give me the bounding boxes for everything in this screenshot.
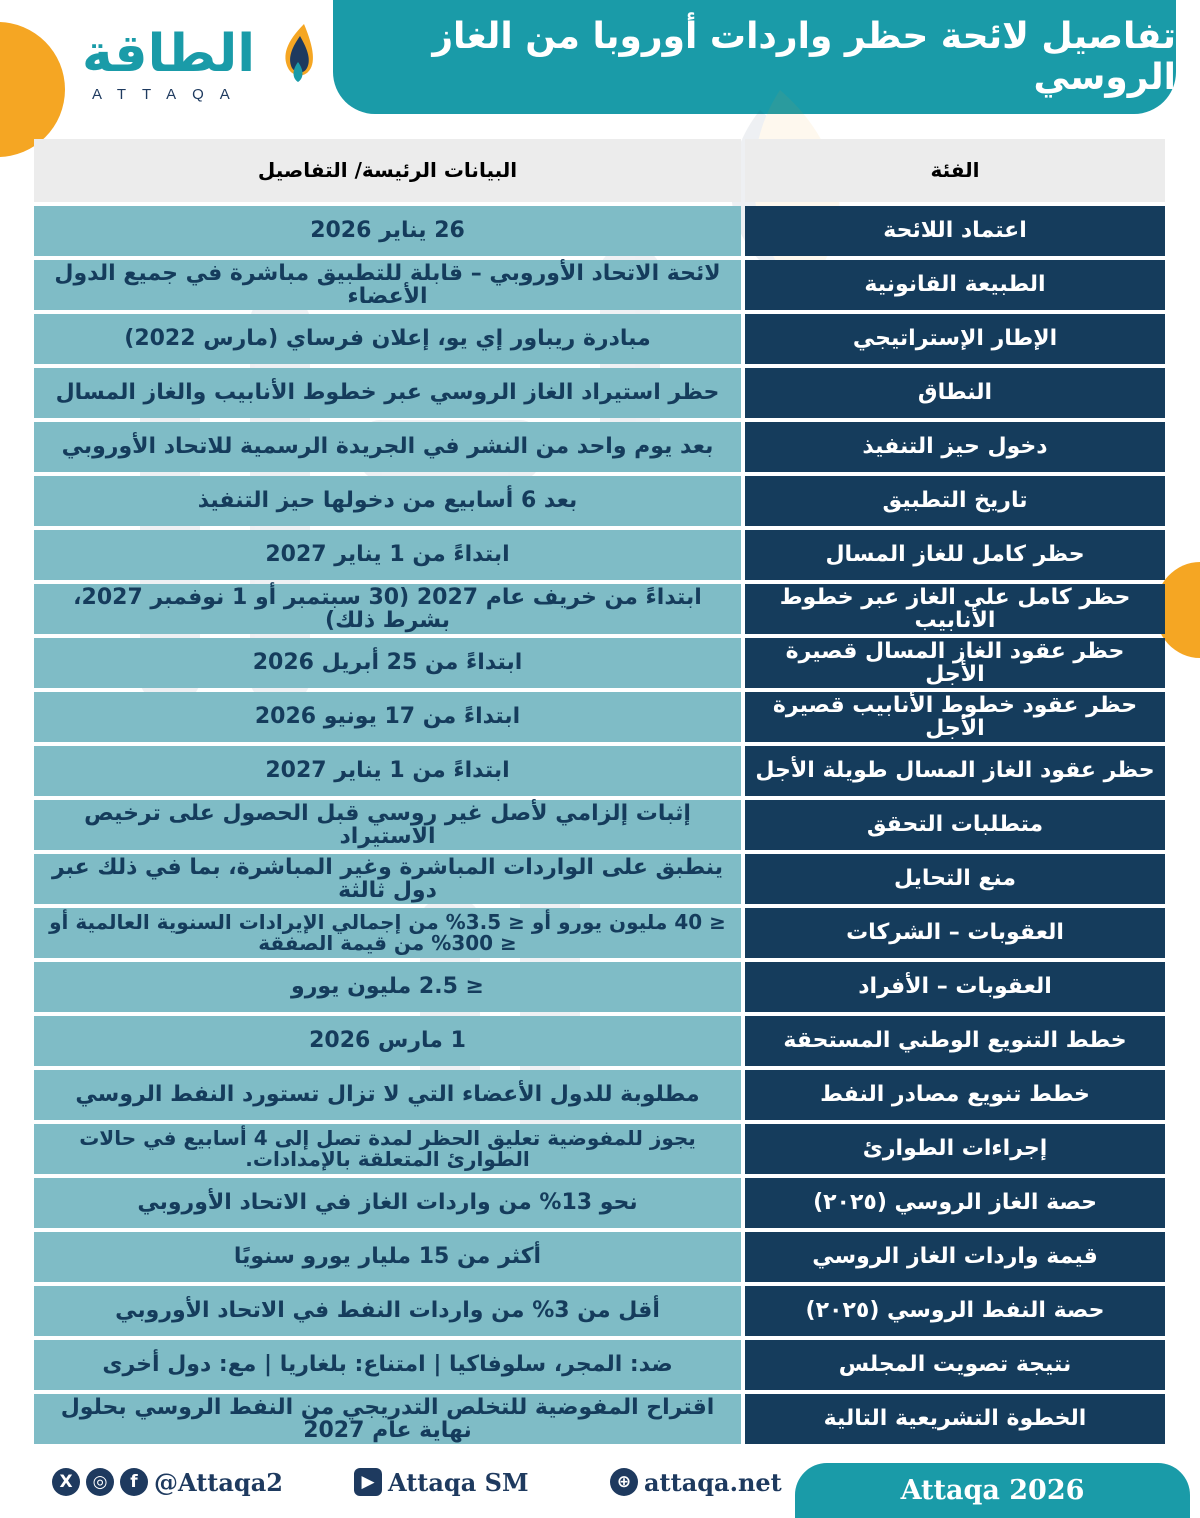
detail-cell: يجوز للمفوضية تعليق الحظر لمدة تصل إلى 4 أسابيع في حالات الطوارئ المتعلقة بالإمدادات. — [34, 1124, 741, 1174]
table-row — [30, 314, 1165, 364]
detail-cell: لائحة الاتحاد الأوروبي – قابلة للتطبيق مباشرة في جميع الدول الأعضاء — [34, 260, 741, 310]
detail-cell: أكثر من 15 مليار يورو سنويًا — [34, 1232, 741, 1282]
table-row — [30, 1340, 1165, 1390]
detail-cell: ≤ 40 مليون يورو أو ≤ 3.5% من إجمالي الإيرادات السنوية العالمية أو ≤ 300% من قيمة الصفقة — [34, 908, 741, 958]
category-cell: العقوبات – الشركات — [745, 908, 1165, 958]
youtube-link — [354, 1462, 529, 1502]
table-row — [30, 638, 1165, 688]
table-row — [30, 962, 1165, 1012]
table-row — [30, 746, 1165, 796]
table-header-row — [30, 139, 1165, 202]
category-cell: العقوبات – الأفراد — [745, 962, 1165, 1012]
category-cell: تاريخ التطبيق — [745, 476, 1165, 526]
detail-cell: إثبات إلزامي لأصل غير روسي قبل الحصول على ترخيص الاستيراد — [34, 800, 741, 850]
table-row — [30, 1016, 1165, 1066]
detail-cell: 26 يناير 2026 — [34, 206, 741, 256]
table-row — [30, 422, 1165, 472]
category-cell: حظر كامل على الغاز عبر خطوط الأنابيب — [745, 584, 1165, 634]
footer-badge-text: Attaqa 2026 — [900, 1475, 1085, 1506]
detail-cell: ابتداءً من 1 يناير 2027 — [34, 530, 741, 580]
category-cell: متطلبات التحقق — [745, 800, 1165, 850]
detail-cell: ابتداءً من خريف عام 2027 (30 سبتمبر أو 1 نوفمبر 2027، بشرط ذلك) — [34, 584, 741, 634]
detail-cell: أقل من 3% من واردات النفط في الاتحاد الأوروبي — [34, 1286, 741, 1336]
youtube-icon[interactable]: ▶ — [354, 1468, 382, 1496]
column-header-details: البيانات الرئيسة/ التفاصيل — [34, 139, 741, 202]
flame-drop-icon — [274, 22, 322, 92]
table-row — [30, 908, 1165, 958]
detail-cell: ابتداءً من 25 أبريل 2026 — [34, 638, 741, 688]
detail-cell: بعد 6 أسابيع من دخولها حيز التنفيذ — [34, 476, 741, 526]
table-row — [30, 530, 1165, 580]
category-cell: حظر عقود الغاز المسال طويلة الأجل — [745, 746, 1165, 796]
category-cell: النطاق — [745, 368, 1165, 418]
table-row — [30, 692, 1165, 742]
facebook-icon[interactable]: f — [120, 1468, 148, 1496]
category-cell: خطط التنويع الوطني المستحقة — [745, 1016, 1165, 1066]
title-banner — [333, 0, 1176, 114]
table-row — [30, 476, 1165, 526]
logo-arabic-text: الطاقة — [82, 24, 256, 84]
detail-cell: ينطبق على الواردات المباشرة وغير المباشرة، بما في ذلك عبر دول ثالثة — [34, 854, 741, 904]
table-row — [30, 854, 1165, 904]
website-link — [610, 1462, 782, 1502]
detail-cell: ≤ 2.5 مليون يورو — [34, 962, 741, 1012]
category-cell: حصة النفط الروسي (٢٠٢٥) — [745, 1286, 1165, 1336]
table-row — [30, 206, 1165, 256]
category-cell: اعتماد اللائحة — [745, 206, 1165, 256]
category-cell: حظر كامل للغاز المسال — [745, 530, 1165, 580]
table-row — [30, 1232, 1165, 1282]
social-handle[interactable]: @Attaqa2 — [154, 1467, 283, 1497]
table-row — [30, 584, 1165, 634]
category-cell: الإطار الإستراتيجي — [745, 314, 1165, 364]
category-cell: دخول حيز التنفيذ — [745, 422, 1165, 472]
table-row — [30, 800, 1165, 850]
detail-cell: 1 مارس 2026 — [34, 1016, 741, 1066]
social-links — [52, 1462, 283, 1502]
detail-cell: ابتداءً من 17 يونيو 2026 — [34, 692, 741, 742]
detail-cell: ضد: المجر، سلوفاكيا | امتناع: بلغاريا | مع: دول أخرى — [34, 1340, 741, 1390]
regulation-table — [30, 139, 1165, 1444]
page-title: تفاصيل لائحة حظر واردات أوروبا من الغاز الروسي — [432, 16, 1176, 98]
detail-cell: اقتراح المفوضية للتخلص التدريجي من النفط الروسي بحلول نهاية عام 2027 — [34, 1394, 741, 1444]
category-cell: منع التحايل — [745, 854, 1165, 904]
category-cell: الطبيعة القانونية — [745, 260, 1165, 310]
table-row — [30, 1178, 1165, 1228]
detail-cell: ابتداءً من 1 يناير 2027 — [34, 746, 741, 796]
website-url[interactable]: attaqa.net — [644, 1467, 782, 1497]
logo-english-text: ATTAQA — [92, 86, 246, 103]
detail-cell: مبادرة ريباور إي يو، إعلان فرساي (مارس 2022) — [34, 314, 741, 364]
youtube-channel[interactable]: Attaqa SM — [388, 1467, 529, 1497]
table-row — [30, 1286, 1165, 1336]
decorative-orange-circle — [0, 22, 65, 157]
table-row — [30, 260, 1165, 310]
detail-cell: حظر استيراد الغاز الروسي عبر خطوط الأنابيب والغاز المسال — [34, 368, 741, 418]
table-row — [30, 368, 1165, 418]
category-cell: الخطوة التشريعية التالية — [745, 1394, 1165, 1444]
category-cell: إجراءات الطوارئ — [745, 1124, 1165, 1174]
table-row — [30, 1070, 1165, 1120]
category-cell: نتيجة تصويت المجلس — [745, 1340, 1165, 1390]
detail-cell: مطلوبة للدول الأعضاء التي لا تزال تستورد النفط الروسي — [34, 1070, 741, 1120]
footer-badge — [795, 1463, 1190, 1518]
table-row — [30, 1124, 1165, 1174]
category-cell: حظر عقود خطوط الأنابيب قصيرة الأجل — [745, 692, 1165, 742]
table-row — [30, 1394, 1165, 1444]
column-header-category: الفئة — [745, 139, 1165, 202]
detail-cell: بعد يوم واحد من النشر في الجريدة الرسمية للاتحاد الأوروبي — [34, 422, 741, 472]
globe-icon[interactable]: ⊕ — [610, 1468, 638, 1496]
category-cell: قيمة واردات الغاز الروسي — [745, 1232, 1165, 1282]
detail-cell: نحو 13% من واردات الغاز في الاتحاد الأوروبي — [34, 1178, 741, 1228]
category-cell: حظر عقود الغاز المسال قصيرة الأجل — [745, 638, 1165, 688]
category-cell: خطط تنويع مصادر النفط — [745, 1070, 1165, 1120]
attaqa-logo — [78, 22, 323, 112]
instagram-icon[interactable]: ◎ — [86, 1468, 114, 1496]
category-cell: حصة الغاز الروسي (٢٠٢٥) — [745, 1178, 1165, 1228]
x-icon[interactable]: X — [52, 1468, 80, 1496]
